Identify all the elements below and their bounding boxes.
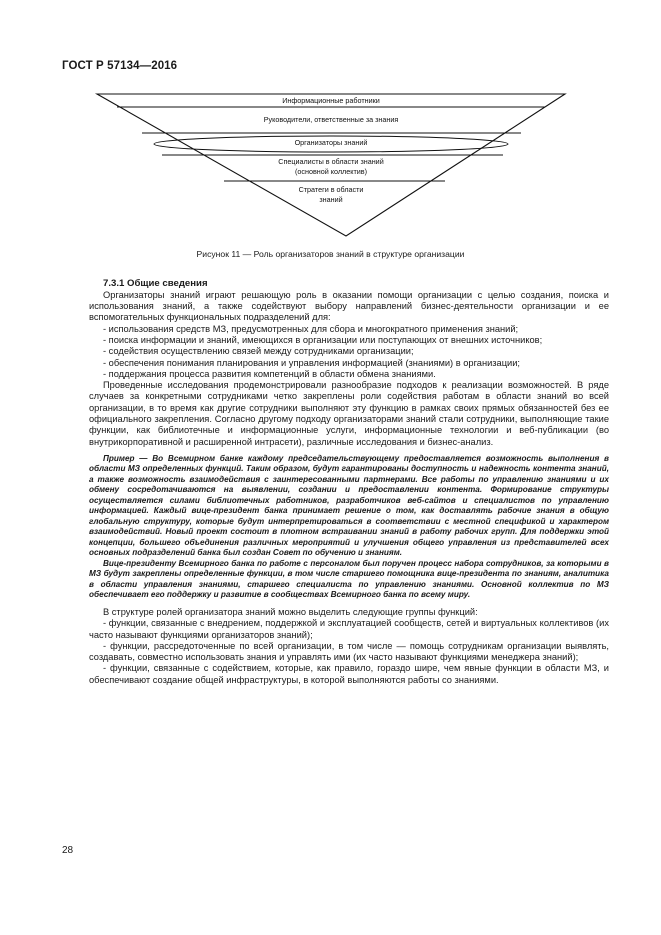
example-paragraph: Вице-президенту Всемирного банка по работе с персоналом был поручен процесс набора сотрудников, за которыми в МЗ будут закреплены определенные функции, в том числе старшего помощника вице-президента по знаниям, аналитика в области управления знаниями, старшего специалиста по управлению знаниями. Основной коллектив по МЗ обеспечивает его поддержку и развитие в сообществах Всемирного банка по всему миру. [89,558,609,600]
body-paragraph: В структуре ролей организатора знаний можно выделить следующие группы функций: [103,606,478,617]
layer-knowledge-strategists: Стратеги в области [298,185,364,194]
document-body [89,278,609,686]
list-item: - использования средств МЗ, предусмотренных для сбора и многократного применения знаний; [103,323,519,334]
list-item: - функции, связанные с содействием, которые, как правило, гораздо шире, чем явные функции в области МЗ, и обеспечивают создание общей инфраструктуры, в которой выполняются работы со знаниями. [89,663,609,685]
layer-core-team: (основной коллектив) [295,167,367,176]
intro-paragraph: Организаторы знаний играют решающую роль в оказании помощи организации с целью создания, поиска и использования знаний, а также содействуют выбору направлений бизнес-деятельности организации и ее вспомогательных функциональных подразделений для: [89,289,609,323]
list-item: - обеспечения понимания планирования и управления информацией (знаниями) в организации; [103,357,521,368]
list-item: - поддержания процесса развития компетенций в области обмена знаниями. [103,368,436,379]
figure-caption: Рисунок 11 — Роль организаторов знаний в структуре организации [196,249,465,259]
inverted-pyramid-diagram [0,0,661,250]
section-heading: 7.3.1 Общие сведения [103,278,208,289]
layer-knowledge-managers: Руководители, ответственные за знания [263,115,399,124]
layer-knowledge-strategists-2: знаний [319,195,343,204]
layer-knowledge-organizers: Организаторы знаний [294,138,368,147]
page-number: 28 [62,845,74,856]
org-funnel-figure [0,0,661,250]
list-item: - содействия осуществлению связей между сотрудниками организации; [103,346,414,357]
body-paragraph: Проведенные исследования продемонстрировали разнообразие подходов к реализации возможностей. В ряде случаев за конкретными сотрудниками четко закреплены роли содействия работам в области знаний во всей организации, в то время как другие сотрудники выполняют эту функцию в рамках своих прямых обязанностей без ее официального закрепления. Согласно другому подходу организаторами знаний стали сотрудники, выполняющие такие функции, как библиотечные и информационные услуги, информационные технологии и веб-публикации (во внутрикорпоративной и расширенной интрасети), различные исследования и бизнес-анализ. [89,380,609,447]
document-header: ГОСТ Р 57134—2016 [62,60,178,72]
layer-information-workers: Информационные работники [282,96,380,105]
layer-knowledge-specialists: Специалисты в области знаний [278,157,384,166]
list-item: - поиска информации и знаний, имеющихся в организации или поступающих от внешних источников; [103,334,543,345]
list-item: - функции, рассредоточенные по всей организации, в том числе — помощь сотрудникам организации выявлять, создавать, совместно использовать знания и управлять ими (их часто называют функциями менеджера знаний); [89,640,609,663]
example-paragraph: Пример — Во Всемирном банке каждому председательствующему предоставляется возможность выполнения в области МЗ определенных функций. Таким образом, будут гарантированы доступность и надежность контента знаний, а также возможность взаимодействия с заинтересованными партнерами. Все работы по управлению знаниями и их обмену сосредотачиваются на выявлении, создании и предоставлении контента. Формирование структуры осуществляется силами библиотечных работников, разработчиков веб-сайтов и специалистов по управлению информацией. Каждый вице-президент банка принимает решение о том, как доставлять рабочие знания в общую глобальную структуру, которые будут интерпретироваться в соответствии с местной спецификой и характером взаимодействий. Новый проект состоит в плотном встраивании знаний в работу рабочих групп. Для поддержки этой концепции, большего объединения различных мероприятий и улучшения общего управления из представителей всех основных подразделений банка был создан Совет по обучению и знаниям. [89,453,609,558]
list-item: - функции, связанные с внедрением, поддержкой и эксплуатацией сообществ, сетей и виртуальных коллективов (их часто называют функциями организаторов знаний); [89,618,609,640]
